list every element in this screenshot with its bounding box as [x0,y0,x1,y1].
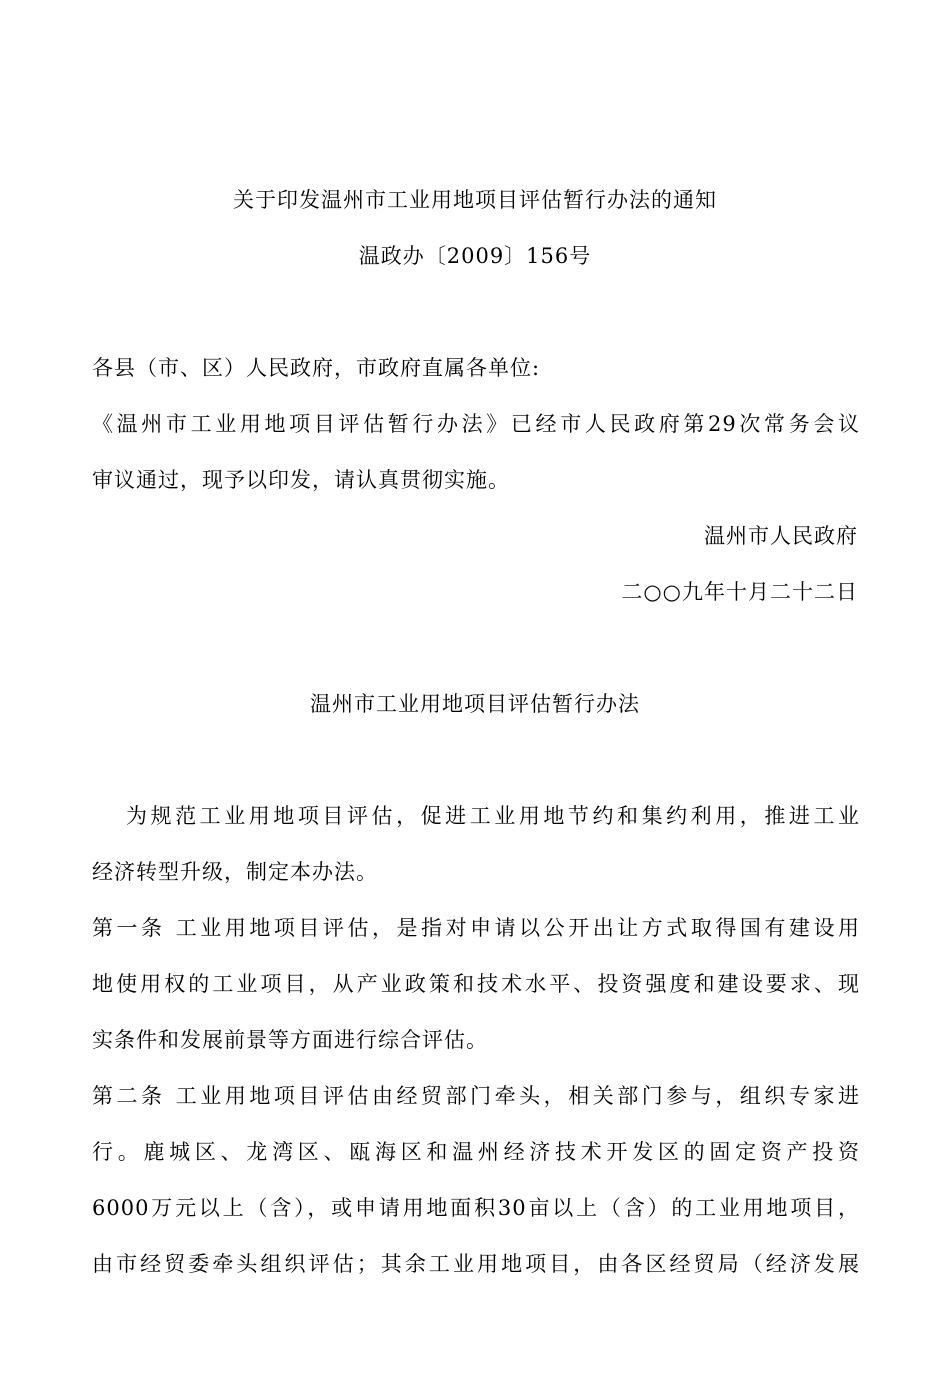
article-1-line: 第一条 工业用地项目评估，是指对申请以公开出让方式取得国有建设用 [92,916,860,940]
signatory: 温州市人民政府 [704,524,858,548]
issue-date: 二○○九年十月二十二日 [621,580,858,604]
salutation: 各县（市、区）人民政府，市政府直属各单位: [92,356,541,380]
article-2-line: 第二条 工业用地项目评估由经贸部门牵头，相关部门参与，组织专家进 [92,1084,860,1108]
measures-title: 温州市工业用地项目评估暂行办法 [310,692,640,716]
letter-body-line: 审议通过，现予以印发，请认真贯彻实施。 [92,468,510,492]
preamble-line: 经济转型升级，制定本办法。 [92,860,378,884]
article-2-line: 由市经贸委牵头组织评估；其余工业用地项目，由各区经贸局（经济发展 [92,1252,860,1276]
notice-title: 关于印发温州市工业用地项目评估暂行办法的通知 [233,188,717,212]
article-2-line: 6000万元以上（含），或申请用地面积30亩以上（含）的工业用地项目， [92,1196,860,1220]
preamble-line: 为规范工业用地项目评估，促进工业用地节约和集约利用，推进工业 [126,804,860,828]
article-2-line: 行。鹿城区、龙湾区、瓯海区和温州经济技术开发区的固定资产投资 [92,1140,860,1164]
document-number: 温政办〔2009〕156号 [358,244,592,268]
article-1-line: 地使用权的工业项目，从产业政策和技术水平、投资强度和建设要求、现 [92,972,860,996]
article-1-line: 实条件和发展前景等方面进行综合评估。 [92,1028,488,1052]
letter-body-line: 《温州市工业用地项目评估暂行办法》已经市人民政府第29次常务会议 [92,412,860,436]
